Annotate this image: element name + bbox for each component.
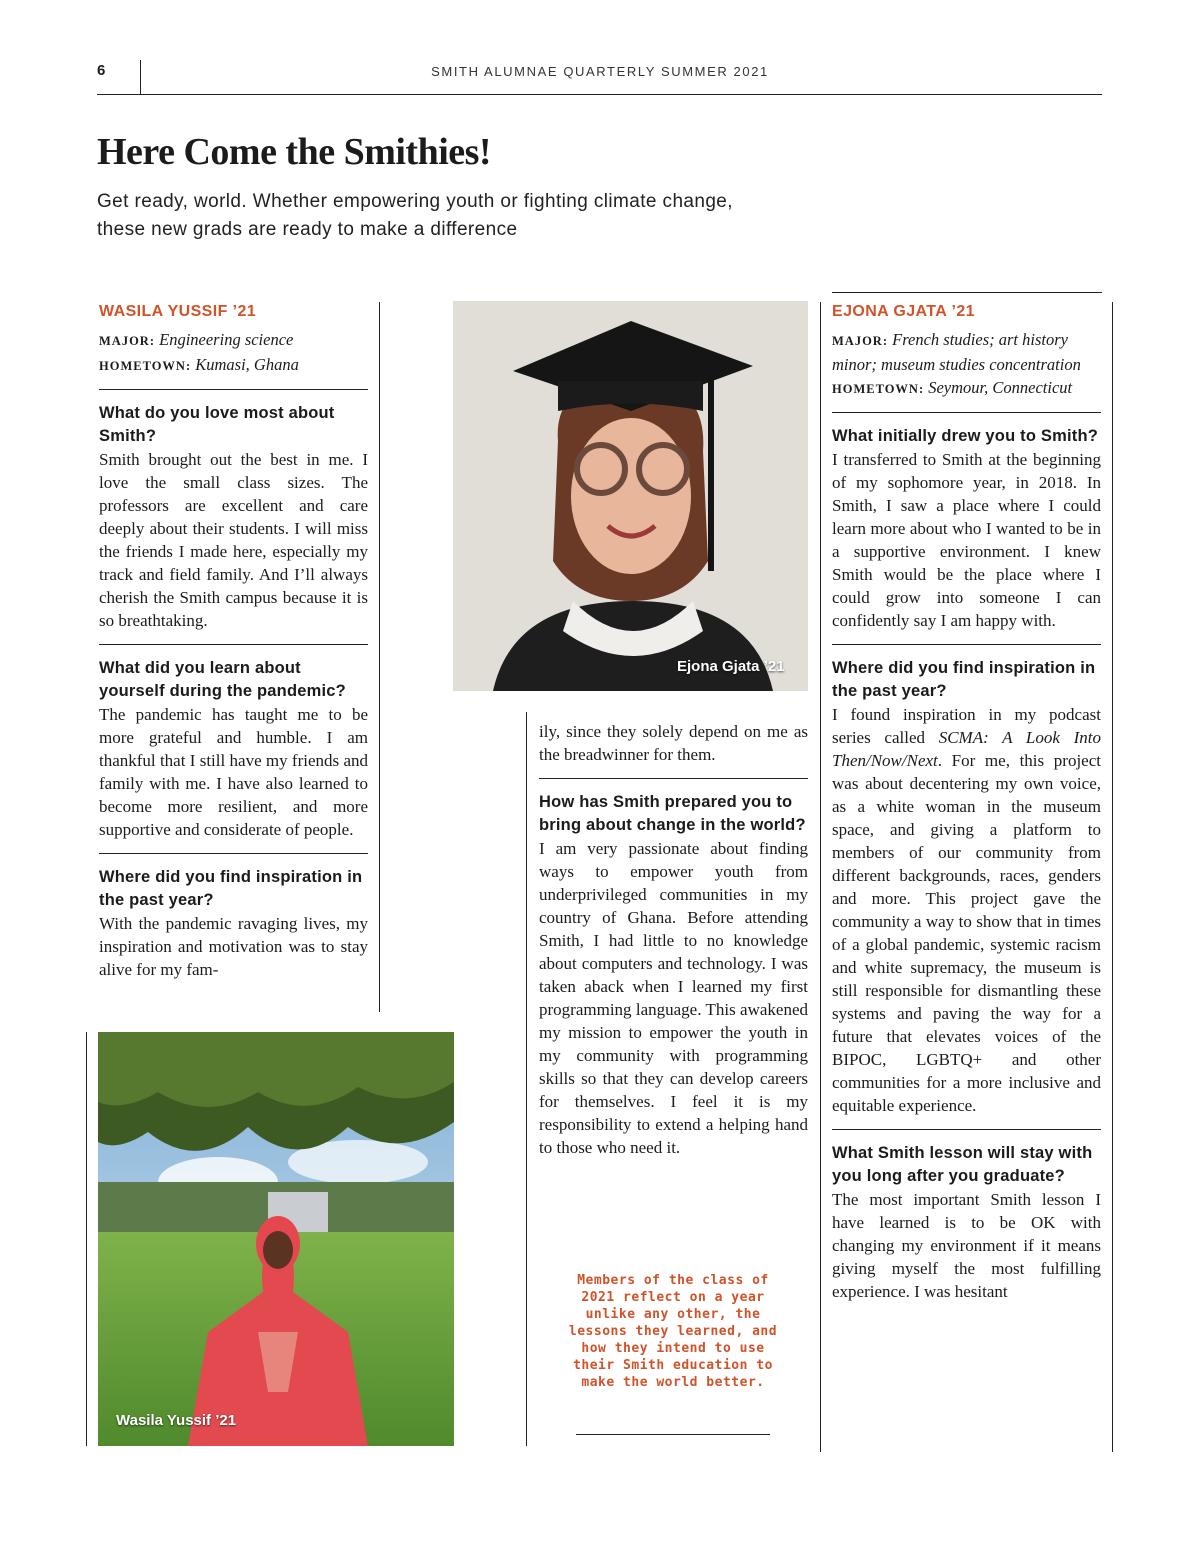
podcast-title: SCMA: A Look Into Then/Now/Next	[832, 728, 1102, 770]
section-rule	[832, 412, 1101, 413]
section-rule	[832, 1129, 1101, 1130]
article-headline: Here Come the Smithies!	[97, 131, 492, 173]
ejona-column	[832, 303, 1101, 1303]
answer: The pandemic has taught me to be more grateful and humble. I am thankful that I still have my friends and family with me. I have also learned to become more resilient, and more supportive and considerate of people.	[99, 705, 368, 839]
question: What Smith lesson will stay with you long after you graduate?	[832, 1144, 1093, 1185]
question: What did you learn about yourself during the pandemic?	[99, 659, 346, 700]
wasila-continuation-column	[539, 720, 808, 1159]
column-rule	[820, 302, 821, 1452]
major-label: MAJOR:	[832, 334, 888, 348]
answer	[832, 703, 1101, 1117]
answer: With the pandemic ravaging lives, my inspiration and motivation was to stay alive for my fam-	[99, 914, 368, 979]
column-rule	[1112, 302, 1113, 1452]
section-rule	[99, 644, 368, 645]
answer: I am very passionate about finding ways to empower youth from underprivileged communities in my country of Ghana. Before attending Smith, I had little to no knowledge about computers and technology. I was taken aback when I learned my first programming language. This awakened my mission to empower the youth in my community with programming skills so that they can develop careers for themselves. I feel it is my responsibility to extend a helping hand to those who need it.	[539, 839, 808, 1157]
publication-title: SMITH ALUMNAE QUARTERLY SUMMER 2021	[431, 64, 769, 79]
photo-caption: Wasila Yussif ’21	[116, 1412, 237, 1429]
answer: ily, since they solely depend on me as the breadwinner for them.	[539, 722, 808, 764]
answer: I transferred to Smith at the beginning of my sophomore year, in 2018. In Smith, I saw a place where I could learn more about who I wanted to be in a supportive environment. I knew Smith would be the place where I could grow into someone I can confidently say I am happy with.	[832, 450, 1101, 630]
answer-text: I found inspiration in my podcast series called	[832, 705, 1101, 747]
pull-quote: Members of the class of 2021 reflect on a year unlike any other, the lessons they learned, and how they intend to use their Smith education to make the world better.	[568, 1273, 778, 1390]
profile-meta	[99, 328, 368, 378]
ejona-photo-image	[453, 301, 808, 691]
answer-text: . For me, this project was about decentering my own voice, as a white woman in the museum space, and giving a platform to members of our community from different backgrounds, races, genders and more. This project gave the community a way to show that in times of a global pandemic, systemic racism and white supremacy, the museum is still responsible for dismantling these systems and paving the way for a future that elevates voices of the BIPOC, LGBTQ+ and other communities for a more inclusive and equitable experience.	[832, 751, 1101, 1115]
major-label: MAJOR:	[99, 334, 155, 348]
profile-name: EJONA GJATA ’21	[832, 303, 975, 320]
section-rule	[832, 644, 1101, 645]
hometown-value: Kumasi, Ghana	[195, 355, 299, 374]
question: Where did you find inspiration in the past year?	[832, 659, 1096, 700]
major-value: Engineering science	[159, 330, 294, 349]
question: How has Smith prepared you to bring about change in the world?	[539, 793, 806, 834]
answer: The most important Smith lesson I have learned is to be OK with changing my environment if it means giving myself the most fulfilling experience. I was hesitant	[832, 1190, 1101, 1301]
major-value: French studies; art history minor; museum studies concentration	[832, 330, 1081, 374]
hometown-label: HOMETOWN:	[832, 382, 925, 396]
column-rule	[86, 1032, 87, 1446]
column-rule	[526, 712, 527, 1446]
question: What do you love most about Smith?	[99, 404, 335, 445]
pull-quote-rule	[576, 1434, 770, 1435]
photo-caption: Ejona Gjata ’21	[677, 658, 785, 675]
section-rule	[99, 389, 368, 390]
question: Where did you find inspiration in the past year?	[99, 868, 363, 909]
answer: Smith brought out the best in me. I love the small class sizes. The professors are excellent and care deeply about their students. I will miss the friends I made here, especially my track and field family. And I’ll always cherish the Smith campus because it is so breathtaking.	[99, 450, 368, 630]
profile-name: WASILA YUSSIF ’21	[99, 303, 257, 320]
wasila-column	[99, 303, 368, 981]
page-number: 6	[97, 62, 106, 79]
wasila-photo-image	[98, 1032, 454, 1446]
column-rule	[379, 302, 380, 1012]
section-rule	[99, 853, 368, 854]
hometown-value: Seymour, Connecticut	[928, 378, 1073, 397]
article-dek	[97, 188, 857, 244]
section-rule	[539, 778, 808, 779]
profile-meta	[832, 328, 1101, 401]
hometown-label: HOMETOWN:	[99, 359, 192, 373]
ejona-photo	[453, 301, 808, 691]
dek-line: these new grads are ready to make a difference	[97, 219, 518, 240]
header-rule	[97, 94, 1102, 95]
dek-line: Get ready, world. Whether empowering youth or fighting climate change,	[97, 191, 733, 212]
question: What initially drew you to Smith?	[832, 427, 1099, 445]
section-rule	[832, 292, 1102, 293]
wasila-photo	[98, 1032, 454, 1446]
